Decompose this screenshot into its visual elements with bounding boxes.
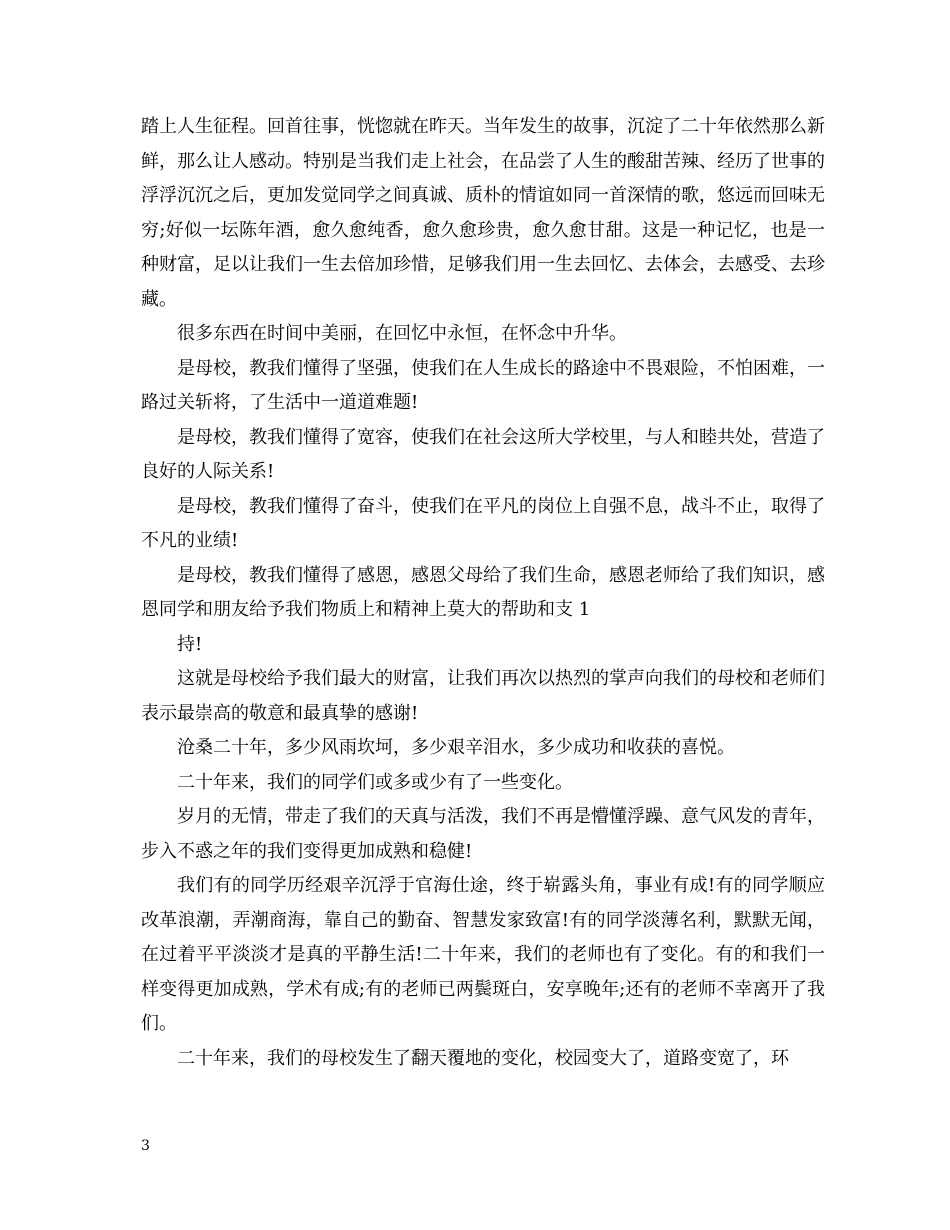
- paragraph: 岁月的无情，带走了我们的天真与活泼，我们不再是懵懂浮躁、意气风发的青年，步入不惑之年的我们变得更加成熟和稳健!: [141, 806, 825, 862]
- paragraph: 这就是母校给予我们最大的财富，让我们再次以热烈的掌声向我们的母校和老师们表示最崇高的敬意和最真挚的感谢!: [141, 668, 825, 724]
- paragraph: 踏上人生征程。回首往事，恍惚就在昨天。当年发生的故事，沉淀了二十年依然那么新鲜，那么让人感动。特别是当我们走上社会，在品尝了人生的酸甜苦辣、经历了世事的浮浮沉沉之后，更加发觉同学之间真诚、质朴的情谊如同一首深情的歌，悠远而回味无穷;好似一坛陈年酒，愈久愈纯香，愈久愈珍贵，愈久愈甘甜。这是一种记忆，也是一种财富，足以让我们一生去倍加珍惜，足够我们用一生去回忆、去体会，去感受、去珍藏。: [141, 116, 825, 310]
- paragraph: 是母校，教我们懂得了坚强，使我们在人生成长的路途中不畏艰险，不怕困难，一路过关斩将，了生活中一道道难题!: [141, 357, 825, 413]
- paragraph: 二十年来，我们的同学们或多或少有了一些变化。: [177, 771, 573, 793]
- paragraph: 是母校，教我们懂得了宽容，使我们在社会这所大学校里，与人和睦共处，营造了良好的人际关系!: [141, 426, 825, 482]
- paragraph: 我们有的同学历经艰辛沉浮于官海仕途，终于崭露头角，事业有成!有的同学顺应改革浪潮，弄潮商海，靠自己的勤奋、智慧发家致富!有的同学淡薄名利，默默无闻，在过着平平淡淡才是真的平静生活!二十年来，我们的老师也有了变化。有的和我们一样变得更加成熟，学术有成;有的老师已两鬓斑白，安享晚年;还有的老师不幸离开了我们。: [141, 875, 825, 1034]
- paragraph: 是母校，教我们懂得了感恩，感恩父母给了我们生命，感恩老师给了我们知识，感恩同学和朋友给予我们物质上和精神上莫大的帮助和支 1: [141, 564, 825, 620]
- paragraph: 二十年来，我们的母校发生了翻天覆地的变化，校园变大了，道路变宽了，环: [177, 1047, 789, 1069]
- paragraph: 是母校，教我们懂得了奋斗，使我们在平凡的岗位上自强不息，战斗不止，取得了不凡的业绩!: [141, 495, 825, 551]
- page-number: 3: [141, 1138, 150, 1154]
- paragraph: 沧桑二十年，多少风雨坎坷，多少艰辛泪水，多少成功和收获的喜悦。: [177, 737, 735, 758]
- document-body: [141, 110, 825, 1076]
- paragraph: 持!: [177, 633, 203, 655]
- paragraph: 很多东西在时间中美丽，在回忆中永恒，在怀念中升华。: [177, 323, 627, 344]
